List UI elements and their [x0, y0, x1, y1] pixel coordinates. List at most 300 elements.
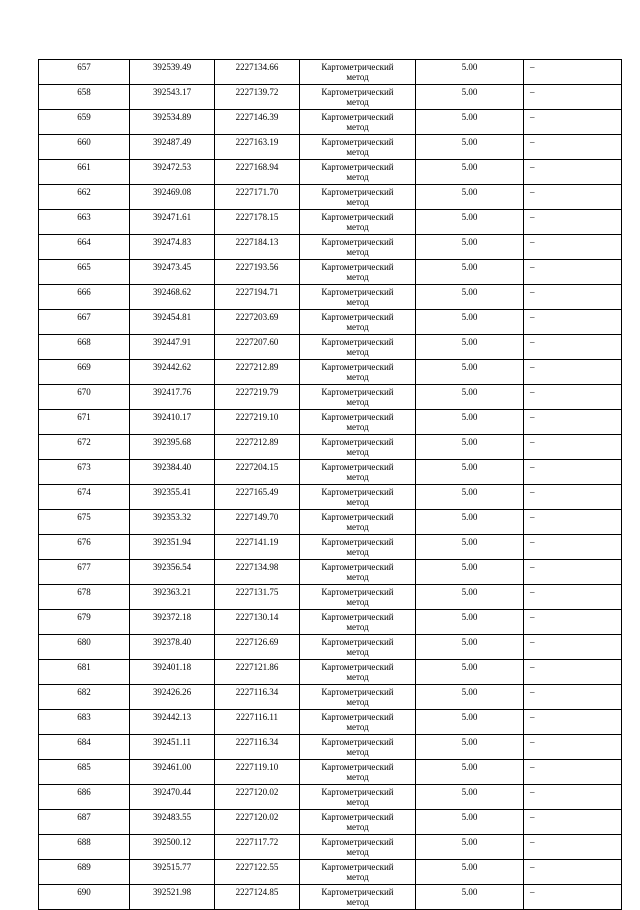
- y-coordinate-cell: 2227219.79: [215, 385, 300, 410]
- accuracy-cell: 5.00: [416, 535, 524, 560]
- note-cell: –: [524, 610, 622, 635]
- note-cell: –: [524, 510, 622, 535]
- accuracy-cell: 5.00: [416, 610, 524, 635]
- accuracy-cell: 5.00: [416, 110, 524, 135]
- point-number-cell: 665: [39, 260, 130, 285]
- y-coordinate-cell: 2227121.86: [215, 660, 300, 685]
- method-line-1: Картометрический: [321, 512, 394, 522]
- method-line-1: Картометрический: [321, 437, 394, 447]
- point-number-cell: 685: [39, 760, 130, 785]
- method-cell: [300, 260, 416, 285]
- method-line-2: метод: [346, 572, 369, 582]
- table-row: [39, 335, 622, 360]
- method-cell: [300, 285, 416, 310]
- table-row: [39, 860, 622, 885]
- method-line-1: Картометрический: [321, 62, 394, 72]
- y-coordinate-cell: 2227122.55: [215, 860, 300, 885]
- method-cell: [300, 835, 416, 860]
- method-cell: [300, 560, 416, 585]
- x-coordinate-cell: 392470.44: [130, 785, 215, 810]
- x-coordinate-cell: 392474.83: [130, 235, 215, 260]
- point-number-cell: 661: [39, 160, 130, 185]
- method-line-1: Картометрический: [321, 637, 394, 647]
- y-coordinate-cell: 2227165.49: [215, 485, 300, 510]
- y-coordinate-cell: 2227212.89: [215, 360, 300, 385]
- method-cell: [300, 435, 416, 460]
- x-coordinate-cell: 392515.77: [130, 860, 215, 885]
- method-line-1: Картометрический: [321, 412, 394, 422]
- x-coordinate-cell: 392543.17: [130, 85, 215, 110]
- y-coordinate-cell: 2227134.66: [215, 60, 300, 85]
- note-cell: –: [524, 285, 622, 310]
- table-row: [39, 560, 622, 585]
- method-line-2: метод: [346, 422, 369, 432]
- note-cell: –: [524, 585, 622, 610]
- y-coordinate-cell: 2227163.19: [215, 135, 300, 160]
- x-coordinate-cell: 392521.98: [130, 885, 215, 910]
- y-coordinate-cell: 2227193.56: [215, 260, 300, 285]
- note-cell: –: [524, 660, 622, 685]
- y-coordinate-cell: 2227120.02: [215, 785, 300, 810]
- method-line-1: Картометрический: [321, 537, 394, 547]
- method-line-1: Картометрический: [321, 387, 394, 397]
- accuracy-cell: 5.00: [416, 685, 524, 710]
- x-coordinate-cell: 392468.62: [130, 285, 215, 310]
- method-line-2: метод: [346, 472, 369, 482]
- table-row: [39, 60, 622, 85]
- point-number-cell: 678: [39, 585, 130, 610]
- y-coordinate-cell: 2227194.71: [215, 285, 300, 310]
- method-line-2: метод: [346, 697, 369, 707]
- y-coordinate-cell: 2227146.39: [215, 110, 300, 135]
- point-number-cell: 674: [39, 485, 130, 510]
- y-coordinate-cell: 2227141.19: [215, 535, 300, 560]
- point-number-cell: 657: [39, 60, 130, 85]
- method-line-2: метод: [346, 747, 369, 757]
- table-row: [39, 360, 622, 385]
- point-number-cell: 689: [39, 860, 130, 885]
- note-cell: –: [524, 385, 622, 410]
- table-row: [39, 785, 622, 810]
- x-coordinate-cell: 392483.55: [130, 810, 215, 835]
- y-coordinate-cell: 2227117.72: [215, 835, 300, 860]
- x-coordinate-cell: 392351.94: [130, 535, 215, 560]
- y-coordinate-cell: 2227168.94: [215, 160, 300, 185]
- method-line-1: Картометрический: [321, 687, 394, 697]
- method-line-1: Картометрический: [321, 312, 394, 322]
- note-cell: –: [524, 85, 622, 110]
- table-body: [39, 60, 622, 910]
- method-cell: [300, 735, 416, 760]
- method-line-2: метод: [346, 797, 369, 807]
- table-row: [39, 685, 622, 710]
- table-row: [39, 185, 622, 210]
- method-line-1: Картометрический: [321, 712, 394, 722]
- x-coordinate-cell: 392378.40: [130, 635, 215, 660]
- method-cell: [300, 310, 416, 335]
- method-line-1: Картометрический: [321, 137, 394, 147]
- point-number-cell: 669: [39, 360, 130, 385]
- method-line-1: Картометрический: [321, 87, 394, 97]
- note-cell: –: [524, 360, 622, 385]
- method-line-2: метод: [346, 622, 369, 632]
- note-cell: –: [524, 835, 622, 860]
- method-line-1: Картометрический: [321, 237, 394, 247]
- accuracy-cell: 5.00: [416, 235, 524, 260]
- method-cell: [300, 85, 416, 110]
- method-cell: [300, 510, 416, 535]
- coordinates-table: [38, 59, 622, 910]
- point-number-cell: 668: [39, 335, 130, 360]
- y-coordinate-cell: 2227204.15: [215, 460, 300, 485]
- method-line-1: Картометрический: [321, 112, 394, 122]
- method-cell: [300, 235, 416, 260]
- table-row: [39, 760, 622, 785]
- note-cell: –: [524, 735, 622, 760]
- x-coordinate-cell: 392451.11: [130, 735, 215, 760]
- accuracy-cell: 5.00: [416, 835, 524, 860]
- note-cell: –: [524, 335, 622, 360]
- point-number-cell: 676: [39, 535, 130, 560]
- method-line-2: метод: [346, 547, 369, 557]
- note-cell: –: [524, 785, 622, 810]
- method-line-2: метод: [346, 122, 369, 132]
- method-line-1: Картометрический: [321, 837, 394, 847]
- method-cell: [300, 135, 416, 160]
- method-line-2: метод: [346, 347, 369, 357]
- accuracy-cell: 5.00: [416, 660, 524, 685]
- table-row: [39, 585, 622, 610]
- table-row: [39, 735, 622, 760]
- accuracy-cell: 5.00: [416, 560, 524, 585]
- point-number-cell: 688: [39, 835, 130, 860]
- method-line-2: метод: [346, 447, 369, 457]
- point-number-cell: 677: [39, 560, 130, 585]
- accuracy-cell: 5.00: [416, 735, 524, 760]
- method-line-2: метод: [346, 172, 369, 182]
- y-coordinate-cell: 2227120.02: [215, 810, 300, 835]
- accuracy-cell: 5.00: [416, 210, 524, 235]
- accuracy-cell: 5.00: [416, 335, 524, 360]
- method-cell: [300, 160, 416, 185]
- method-line-2: метод: [346, 722, 369, 732]
- note-cell: –: [524, 635, 622, 660]
- accuracy-cell: 5.00: [416, 310, 524, 335]
- y-coordinate-cell: 2227134.98: [215, 560, 300, 585]
- y-coordinate-cell: 2227171.70: [215, 185, 300, 210]
- x-coordinate-cell: 392363.21: [130, 585, 215, 610]
- point-number-cell: 670: [39, 385, 130, 410]
- table-row: [39, 885, 622, 910]
- method-line-1: Картометрический: [321, 337, 394, 347]
- table-row: [39, 610, 622, 635]
- method-line-2: метод: [346, 322, 369, 332]
- x-coordinate-cell: 392461.00: [130, 760, 215, 785]
- method-line-1: Картометрический: [321, 562, 394, 572]
- note-cell: –: [524, 760, 622, 785]
- note-cell: –: [524, 210, 622, 235]
- point-number-cell: 667: [39, 310, 130, 335]
- note-cell: –: [524, 160, 622, 185]
- table-row: [39, 160, 622, 185]
- method-line-1: Картометрический: [321, 762, 394, 772]
- accuracy-cell: 5.00: [416, 810, 524, 835]
- table-row: [39, 285, 622, 310]
- method-line-2: метод: [346, 847, 369, 857]
- accuracy-cell: 5.00: [416, 360, 524, 385]
- y-coordinate-cell: 2227178.15: [215, 210, 300, 235]
- accuracy-cell: 5.00: [416, 785, 524, 810]
- point-number-cell: 687: [39, 810, 130, 835]
- method-cell: [300, 60, 416, 85]
- method-line-2: метод: [346, 672, 369, 682]
- method-line-1: Картометрический: [321, 862, 394, 872]
- table-row: [39, 535, 622, 560]
- note-cell: –: [524, 560, 622, 585]
- x-coordinate-cell: 392401.18: [130, 660, 215, 685]
- y-coordinate-cell: 2227119.10: [215, 760, 300, 785]
- x-coordinate-cell: 392454.81: [130, 310, 215, 335]
- method-line-2: метод: [346, 197, 369, 207]
- accuracy-cell: 5.00: [416, 585, 524, 610]
- table-row: [39, 210, 622, 235]
- note-cell: –: [524, 485, 622, 510]
- method-line-1: Картометрический: [321, 487, 394, 497]
- x-coordinate-cell: 392534.89: [130, 110, 215, 135]
- accuracy-cell: 5.00: [416, 185, 524, 210]
- point-number-cell: 672: [39, 435, 130, 460]
- method-cell: [300, 485, 416, 510]
- point-number-cell: 682: [39, 685, 130, 710]
- method-line-1: Картометрический: [321, 887, 394, 897]
- note-cell: –: [524, 685, 622, 710]
- method-cell: [300, 760, 416, 785]
- note-cell: –: [524, 235, 622, 260]
- note-cell: –: [524, 885, 622, 910]
- x-coordinate-cell: 392471.61: [130, 210, 215, 235]
- x-coordinate-cell: 392487.49: [130, 135, 215, 160]
- method-cell: [300, 535, 416, 560]
- table-row: [39, 485, 622, 510]
- method-cell: [300, 410, 416, 435]
- accuracy-cell: 5.00: [416, 460, 524, 485]
- x-coordinate-cell: 392356.54: [130, 560, 215, 585]
- method-line-2: метод: [346, 647, 369, 657]
- point-number-cell: 675: [39, 510, 130, 535]
- y-coordinate-cell: 2227184.13: [215, 235, 300, 260]
- x-coordinate-cell: 392384.40: [130, 460, 215, 485]
- table-row: [39, 660, 622, 685]
- accuracy-cell: 5.00: [416, 135, 524, 160]
- point-number-cell: 671: [39, 410, 130, 435]
- method-cell: [300, 360, 416, 385]
- method-cell: [300, 385, 416, 410]
- method-line-2: метод: [346, 397, 369, 407]
- method-line-1: Картометрический: [321, 212, 394, 222]
- accuracy-cell: 5.00: [416, 385, 524, 410]
- accuracy-cell: 5.00: [416, 485, 524, 510]
- x-coordinate-cell: 392417.76: [130, 385, 215, 410]
- method-line-1: Картометрический: [321, 812, 394, 822]
- table-row: [39, 235, 622, 260]
- accuracy-cell: 5.00: [416, 435, 524, 460]
- method-line-1: Картометрический: [321, 162, 394, 172]
- method-cell: [300, 460, 416, 485]
- point-number-cell: 660: [39, 135, 130, 160]
- method-cell: [300, 635, 416, 660]
- method-line-1: Картометрический: [321, 662, 394, 672]
- x-coordinate-cell: 392442.62: [130, 360, 215, 385]
- method-cell: [300, 710, 416, 735]
- method-line-1: Картометрический: [321, 187, 394, 197]
- method-line-2: метод: [346, 897, 369, 907]
- method-cell: [300, 185, 416, 210]
- y-coordinate-cell: 2227219.10: [215, 410, 300, 435]
- accuracy-cell: 5.00: [416, 710, 524, 735]
- method-cell: [300, 685, 416, 710]
- point-number-cell: 683: [39, 710, 130, 735]
- method-cell: [300, 210, 416, 235]
- method-line-2: метод: [346, 297, 369, 307]
- point-number-cell: 686: [39, 785, 130, 810]
- y-coordinate-cell: 2227207.60: [215, 335, 300, 360]
- table-row: [39, 835, 622, 860]
- method-line-2: метод: [346, 822, 369, 832]
- method-line-2: метод: [346, 597, 369, 607]
- method-line-2: метод: [346, 72, 369, 82]
- table-row: [39, 410, 622, 435]
- table-row: [39, 635, 622, 660]
- method-line-1: Картометрический: [321, 787, 394, 797]
- method-cell: [300, 110, 416, 135]
- point-number-cell: 658: [39, 85, 130, 110]
- method-line-2: метод: [346, 772, 369, 782]
- note-cell: –: [524, 435, 622, 460]
- method-cell: [300, 810, 416, 835]
- point-number-cell: 681: [39, 660, 130, 685]
- accuracy-cell: 5.00: [416, 160, 524, 185]
- x-coordinate-cell: 392442.13: [130, 710, 215, 735]
- table-row: [39, 310, 622, 335]
- method-cell: [300, 785, 416, 810]
- table-row: [39, 510, 622, 535]
- note-cell: –: [524, 460, 622, 485]
- method-line-2: метод: [346, 97, 369, 107]
- x-coordinate-cell: 392500.12: [130, 835, 215, 860]
- method-line-2: метод: [346, 522, 369, 532]
- table-row: [39, 110, 622, 135]
- point-number-cell: 673: [39, 460, 130, 485]
- point-number-cell: 680: [39, 635, 130, 660]
- x-coordinate-cell: 392395.68: [130, 435, 215, 460]
- y-coordinate-cell: 2227116.34: [215, 685, 300, 710]
- y-coordinate-cell: 2227130.14: [215, 610, 300, 635]
- y-coordinate-cell: 2227139.72: [215, 85, 300, 110]
- point-number-cell: 659: [39, 110, 130, 135]
- point-number-cell: 666: [39, 285, 130, 310]
- method-line-1: Картометрический: [321, 462, 394, 472]
- note-cell: –: [524, 60, 622, 85]
- table-row: [39, 260, 622, 285]
- note-cell: –: [524, 110, 622, 135]
- accuracy-cell: 5.00: [416, 860, 524, 885]
- method-line-2: метод: [346, 147, 369, 157]
- method-line-1: Картометрический: [321, 287, 394, 297]
- x-coordinate-cell: 392472.53: [130, 160, 215, 185]
- note-cell: –: [524, 260, 622, 285]
- point-number-cell: 690: [39, 885, 130, 910]
- method-line-1: Картометрический: [321, 262, 394, 272]
- x-coordinate-cell: 392353.32: [130, 510, 215, 535]
- method-line-1: Картометрический: [321, 362, 394, 372]
- x-coordinate-cell: 392426.26: [130, 685, 215, 710]
- method-line-2: метод: [346, 222, 369, 232]
- method-cell: [300, 610, 416, 635]
- y-coordinate-cell: 2227131.75: [215, 585, 300, 610]
- point-number-cell: 684: [39, 735, 130, 760]
- table-row: [39, 385, 622, 410]
- method-line-1: Картометрический: [321, 587, 394, 597]
- point-number-cell: 679: [39, 610, 130, 635]
- point-number-cell: 662: [39, 185, 130, 210]
- x-coordinate-cell: 392372.18: [130, 610, 215, 635]
- table-row: [39, 460, 622, 485]
- note-cell: –: [524, 535, 622, 560]
- x-coordinate-cell: 392473.45: [130, 260, 215, 285]
- table-row: [39, 710, 622, 735]
- note-cell: –: [524, 410, 622, 435]
- note-cell: –: [524, 810, 622, 835]
- table-row: [39, 435, 622, 460]
- method-cell: [300, 660, 416, 685]
- accuracy-cell: 5.00: [416, 410, 524, 435]
- accuracy-cell: 5.00: [416, 885, 524, 910]
- method-cell: [300, 335, 416, 360]
- method-line-1: Картометрический: [321, 737, 394, 747]
- method-line-2: метод: [346, 247, 369, 257]
- y-coordinate-cell: 2227116.11: [215, 710, 300, 735]
- method-cell: [300, 585, 416, 610]
- note-cell: –: [524, 135, 622, 160]
- point-number-cell: 664: [39, 235, 130, 260]
- y-coordinate-cell: 2227116.34: [215, 735, 300, 760]
- method-line-1: Картометрический: [321, 612, 394, 622]
- y-coordinate-cell: 2227124.85: [215, 885, 300, 910]
- x-coordinate-cell: 392355.41: [130, 485, 215, 510]
- accuracy-cell: 5.00: [416, 285, 524, 310]
- x-coordinate-cell: 392410.17: [130, 410, 215, 435]
- x-coordinate-cell: 392447.91: [130, 335, 215, 360]
- table-row: [39, 135, 622, 160]
- accuracy-cell: 5.00: [416, 635, 524, 660]
- note-cell: –: [524, 310, 622, 335]
- method-line-2: метод: [346, 872, 369, 882]
- y-coordinate-cell: 2227212.89: [215, 435, 300, 460]
- method-line-2: метод: [346, 272, 369, 282]
- method-line-2: метод: [346, 497, 369, 507]
- note-cell: –: [524, 860, 622, 885]
- accuracy-cell: 5.00: [416, 510, 524, 535]
- x-coordinate-cell: 392469.08: [130, 185, 215, 210]
- method-cell: [300, 885, 416, 910]
- accuracy-cell: 5.00: [416, 260, 524, 285]
- y-coordinate-cell: 2227203.69: [215, 310, 300, 335]
- accuracy-cell: 5.00: [416, 60, 524, 85]
- y-coordinate-cell: 2227149.70: [215, 510, 300, 535]
- point-number-cell: 663: [39, 210, 130, 235]
- y-coordinate-cell: 2227126.69: [215, 635, 300, 660]
- x-coordinate-cell: 392539.49: [130, 60, 215, 85]
